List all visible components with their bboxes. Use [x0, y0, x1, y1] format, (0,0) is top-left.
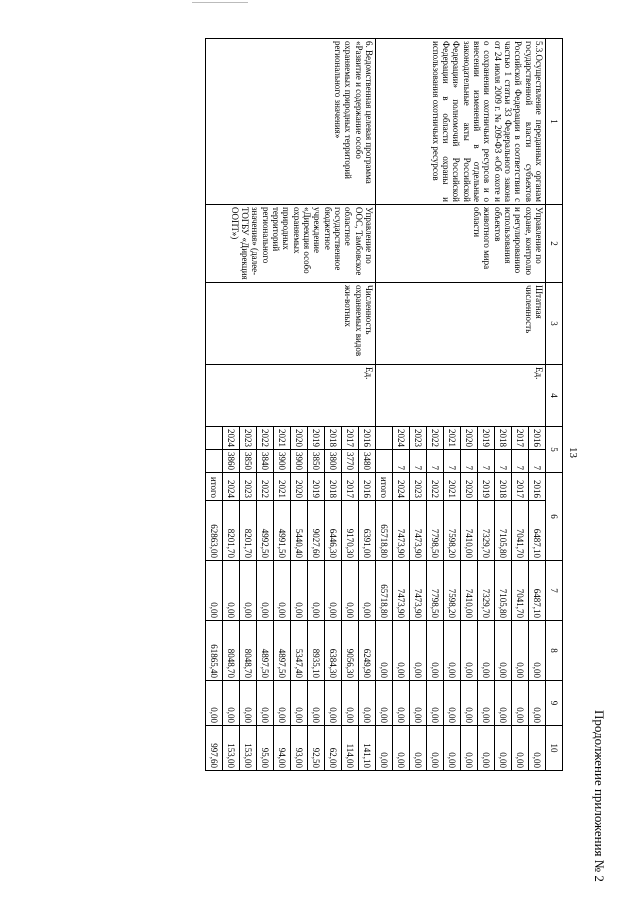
funding-federal: 7329,70: [478, 561, 495, 621]
funding-regional: 0,00: [529, 621, 546, 681]
indicator-value: 7: [478, 450, 495, 473]
funding-regional: 0,00: [427, 621, 444, 681]
funding-total: 9170,30: [342, 501, 359, 561]
funding-regional: 5347,40: [291, 621, 308, 681]
funding-year: 2024: [393, 473, 410, 501]
funding-year: 2016: [529, 473, 546, 501]
header-cell: 10: [546, 726, 563, 771]
funding-local: 0,00: [308, 681, 325, 726]
funding-federal: 0,00: [274, 561, 291, 621]
funding-federal: 0,00: [291, 561, 308, 621]
funding-year: 2024: [223, 473, 240, 501]
header-cell: 8: [546, 621, 563, 681]
funding-local: 0,00: [257, 681, 274, 726]
funding-federal: 0,00: [308, 561, 325, 621]
funding-other: 0,00: [529, 726, 546, 771]
funding-local: 0,00: [291, 681, 308, 726]
total-local: 0,00: [206, 681, 223, 726]
indicator-value: 7: [461, 450, 478, 473]
total-federal: 65718,80: [376, 561, 393, 621]
funding-other: 153,00: [240, 726, 257, 771]
funding-federal: 0,00: [257, 561, 274, 621]
indicator-value: 3850: [240, 450, 257, 473]
indicator-value: 7: [444, 450, 461, 473]
funding-local: 0,00: [444, 681, 461, 726]
funding-total: 7598,20: [444, 501, 461, 561]
funding-regional: 8048,70: [240, 621, 257, 681]
funding-federal: 0,00: [240, 561, 257, 621]
indicator-year: 2021: [444, 427, 461, 450]
total-funding: 62863,00: [206, 501, 223, 561]
funding-local: 0,00: [427, 681, 444, 726]
funding-local: 0,00: [325, 681, 342, 726]
funding-other: 0,00: [427, 726, 444, 771]
indicator-year: 2019: [308, 427, 325, 450]
indicator-year: 2017: [342, 427, 359, 450]
funding-local: 0,00: [223, 681, 240, 726]
funding-total: 6487,10: [529, 501, 546, 561]
header-cell: 1: [546, 39, 563, 205]
funding-regional: 0,00: [444, 621, 461, 681]
indicator-year: 2024: [393, 427, 410, 450]
indicator-value: 7: [393, 450, 410, 473]
funding-year: 2017: [512, 473, 529, 501]
indicator-year: 2020: [461, 427, 478, 450]
total-other: 997,60: [206, 726, 223, 771]
indicator-value: 3480: [359, 450, 376, 473]
funding-year: 2019: [308, 473, 325, 501]
funding-year: 2022: [257, 473, 274, 501]
indicator-year: 2018: [325, 427, 342, 450]
funding-total: 7473,90: [393, 501, 410, 561]
funding-other: 114,00: [342, 726, 359, 771]
funding-local: 0,00: [393, 681, 410, 726]
funding-federal: 7105,80: [495, 561, 512, 621]
funding-regional: 6249,90: [359, 621, 376, 681]
funding-total: 5440,40: [291, 501, 308, 561]
funding-regional: 0,00: [393, 621, 410, 681]
header-cell: 5: [546, 427, 563, 473]
indicator-value: 7: [512, 450, 529, 473]
funding-regional: 9056,30: [342, 621, 359, 681]
indicator-value: 3850: [308, 450, 325, 473]
unit-name: Ед.: [376, 365, 546, 427]
funding-year: 2019: [478, 473, 495, 501]
funding-federal: 0,00: [342, 561, 359, 621]
funding-total: 4991,50: [274, 501, 291, 561]
funding-local: 0,00: [512, 681, 529, 726]
funding-other: 141,10: [359, 726, 376, 771]
indicator-year: 2022: [427, 427, 444, 450]
total-funding: 65718,80: [376, 501, 393, 561]
funding-year: 2020: [461, 473, 478, 501]
indicator-year: 2018: [495, 427, 512, 450]
funding-other: 62,00: [325, 726, 342, 771]
section-2: [206, 39, 376, 771]
funding-year: 2018: [325, 473, 342, 501]
funding-total: 4992,50: [257, 501, 274, 561]
funding-year: 2023: [240, 473, 257, 501]
funding-other: 0,00: [461, 726, 478, 771]
indicator-year: 2022: [257, 427, 274, 450]
funding-local: 0,00: [342, 681, 359, 726]
funding-total: 9027,60: [308, 501, 325, 561]
indicator-year: 2016: [359, 427, 376, 450]
funding-total: 6446,30: [325, 501, 342, 561]
indicator-value: 7: [427, 450, 444, 473]
total-label: итого: [376, 473, 393, 501]
unit-name: Ед.: [206, 365, 376, 427]
header-cell: 4: [546, 365, 563, 427]
executor-name: Управление по ООС, Тамбовское областное государственное бюджетное учреждение «Дирекция особо охраняемых природных территорий регионального значения» (далее- ТОГБУ «Дирекция ООПТ»): [206, 205, 376, 283]
funding-other: 93,00: [291, 726, 308, 771]
indicator-name: Численность охраняемых видов жи-вотных: [206, 283, 376, 365]
funding-regional: 0,00: [410, 621, 427, 681]
funding-local: 0,00: [478, 681, 495, 726]
funding-regional: 0,00: [512, 621, 529, 681]
header-cell: 9: [546, 681, 563, 726]
total-local: 0,00: [376, 681, 393, 726]
indicator-value: 7: [495, 450, 512, 473]
funding-regional: 8935,10: [308, 621, 325, 681]
indicator-value: 7: [529, 450, 546, 473]
funding-regional: 0,00: [495, 621, 512, 681]
funding-regional: 0,00: [461, 621, 478, 681]
funding-year: 2017: [342, 473, 359, 501]
indicator-value: 7: [410, 450, 427, 473]
funding-federal: 6487,10: [529, 561, 546, 621]
activity-name: 6. Ведомственная целевая программа «Развитие и содержание особо охраняемых природных территорий регионального значения»: [206, 39, 376, 205]
funding-federal: 7041,70: [512, 561, 529, 621]
funding-local: 0,00: [359, 681, 376, 726]
funding-total: 7410,00: [461, 501, 478, 561]
header-cell: 7: [546, 561, 563, 621]
funding-federal: 0,00: [359, 561, 376, 621]
continuation-label: Продолжение приложения № 2: [592, 710, 607, 882]
funding-federal: 7798,50: [427, 561, 444, 621]
indicator-name: Штатная численность: [376, 283, 546, 365]
indicator-year: 2016: [529, 427, 546, 450]
total-regional: 0,00: [376, 621, 393, 681]
funding-year: 2021: [274, 473, 291, 501]
funding-other: 0,00: [512, 726, 529, 771]
funding-total: 7473,90: [410, 501, 427, 561]
funding-other: 0,00: [410, 726, 427, 771]
funding-other: 0,00: [393, 726, 410, 771]
funding-regional: 6384,30: [325, 621, 342, 681]
funding-total: 7041,70: [512, 501, 529, 561]
funding-federal: 0,00: [223, 561, 240, 621]
funding-federal: 7473,90: [393, 561, 410, 621]
indicator-year: 2021: [274, 427, 291, 450]
indicator-value: 3900: [291, 450, 308, 473]
funding-total: 8201,70: [223, 501, 240, 561]
funding-other: 153,00: [223, 726, 240, 771]
funding-other: 0,00: [495, 726, 512, 771]
funding-other: 95,00: [257, 726, 274, 771]
funding-local: 0,00: [240, 681, 257, 726]
table-row: [529, 39, 546, 771]
header-cell: 2: [546, 205, 563, 283]
funding-year: 2016: [359, 473, 376, 501]
indicator-value: 3770: [342, 450, 359, 473]
funding-other: 92,50: [308, 726, 325, 771]
indicator-year: 2019: [478, 427, 495, 450]
indicator-year: 2017: [512, 427, 529, 450]
funding-year: 2021: [444, 473, 461, 501]
indicator-year: 2024: [223, 427, 240, 450]
funding-total: 7798,50: [427, 501, 444, 561]
funding-regional: 4897,50: [274, 621, 291, 681]
funding-year: 2020: [291, 473, 308, 501]
funding-local: 0,00: [461, 681, 478, 726]
funding-other: 0,00: [478, 726, 495, 771]
activity-name: 5.3.Осуществление переданных органам государственной власти субъектов Российской Федерации в соответствии с частью 1 статьи 33 Федерального закона от 24 июля 2009 г. № 209-ФЗ «Об охоте и о сохранении охотничьих ресурсов и о внесении изменений в отдельные законодательные акты Российской Федерации» полномочий Российской Федерации в области охраны и использования охотничьих ресурсов: [376, 39, 546, 205]
funding-total: 7329,70: [478, 501, 495, 561]
funding-year: 2022: [427, 473, 444, 501]
funding-local: 0,00: [529, 681, 546, 726]
total-label: итого: [206, 473, 223, 501]
indicator-value: 3860: [223, 450, 240, 473]
indicator-year: 2023: [240, 427, 257, 450]
indicator-value: 3800: [325, 450, 342, 473]
funding-local: 0,00: [274, 681, 291, 726]
total-regional: 61865,40: [206, 621, 223, 681]
funding-other: 0,00: [444, 726, 461, 771]
funding-local: 0,00: [410, 681, 427, 726]
funding-year: 2023: [410, 473, 427, 501]
funding-total: 6391,00: [359, 501, 376, 561]
section-1: [376, 39, 546, 771]
funding-other: 94,00: [274, 726, 291, 771]
funding-regional: 0,00: [478, 621, 495, 681]
indicator-year: 2023: [410, 427, 427, 450]
funding-total: 7105,80: [495, 501, 512, 561]
table-row: [359, 39, 376, 771]
funding-federal: 7473,90: [410, 561, 427, 621]
funding-total: 8201,70: [240, 501, 257, 561]
funding-regional: 4897,50: [257, 621, 274, 681]
header-cell: 3: [546, 283, 563, 365]
executor-name: Управление по охране, контролю и регулированию использования объектов животного мира области: [376, 205, 546, 283]
funding-local: 0,00: [495, 681, 512, 726]
total-federal: 0,00: [206, 561, 223, 621]
program-table: [205, 38, 563, 771]
header-row: [546, 39, 563, 771]
total-other: 0,00: [376, 726, 393, 771]
header-cell: 6: [546, 473, 563, 561]
funding-federal: 0,00: [325, 561, 342, 621]
funding-federal: 7598,20: [444, 561, 461, 621]
funding-federal: 7410,00: [461, 561, 478, 621]
indicator-value: 3900: [274, 450, 291, 473]
indicator-value: 3840: [257, 450, 274, 473]
indicator-year: 2020: [291, 427, 308, 450]
funding-regional: 8048,70: [223, 621, 240, 681]
funding-year: 2018: [495, 473, 512, 501]
page-number: 13: [567, 447, 579, 458]
